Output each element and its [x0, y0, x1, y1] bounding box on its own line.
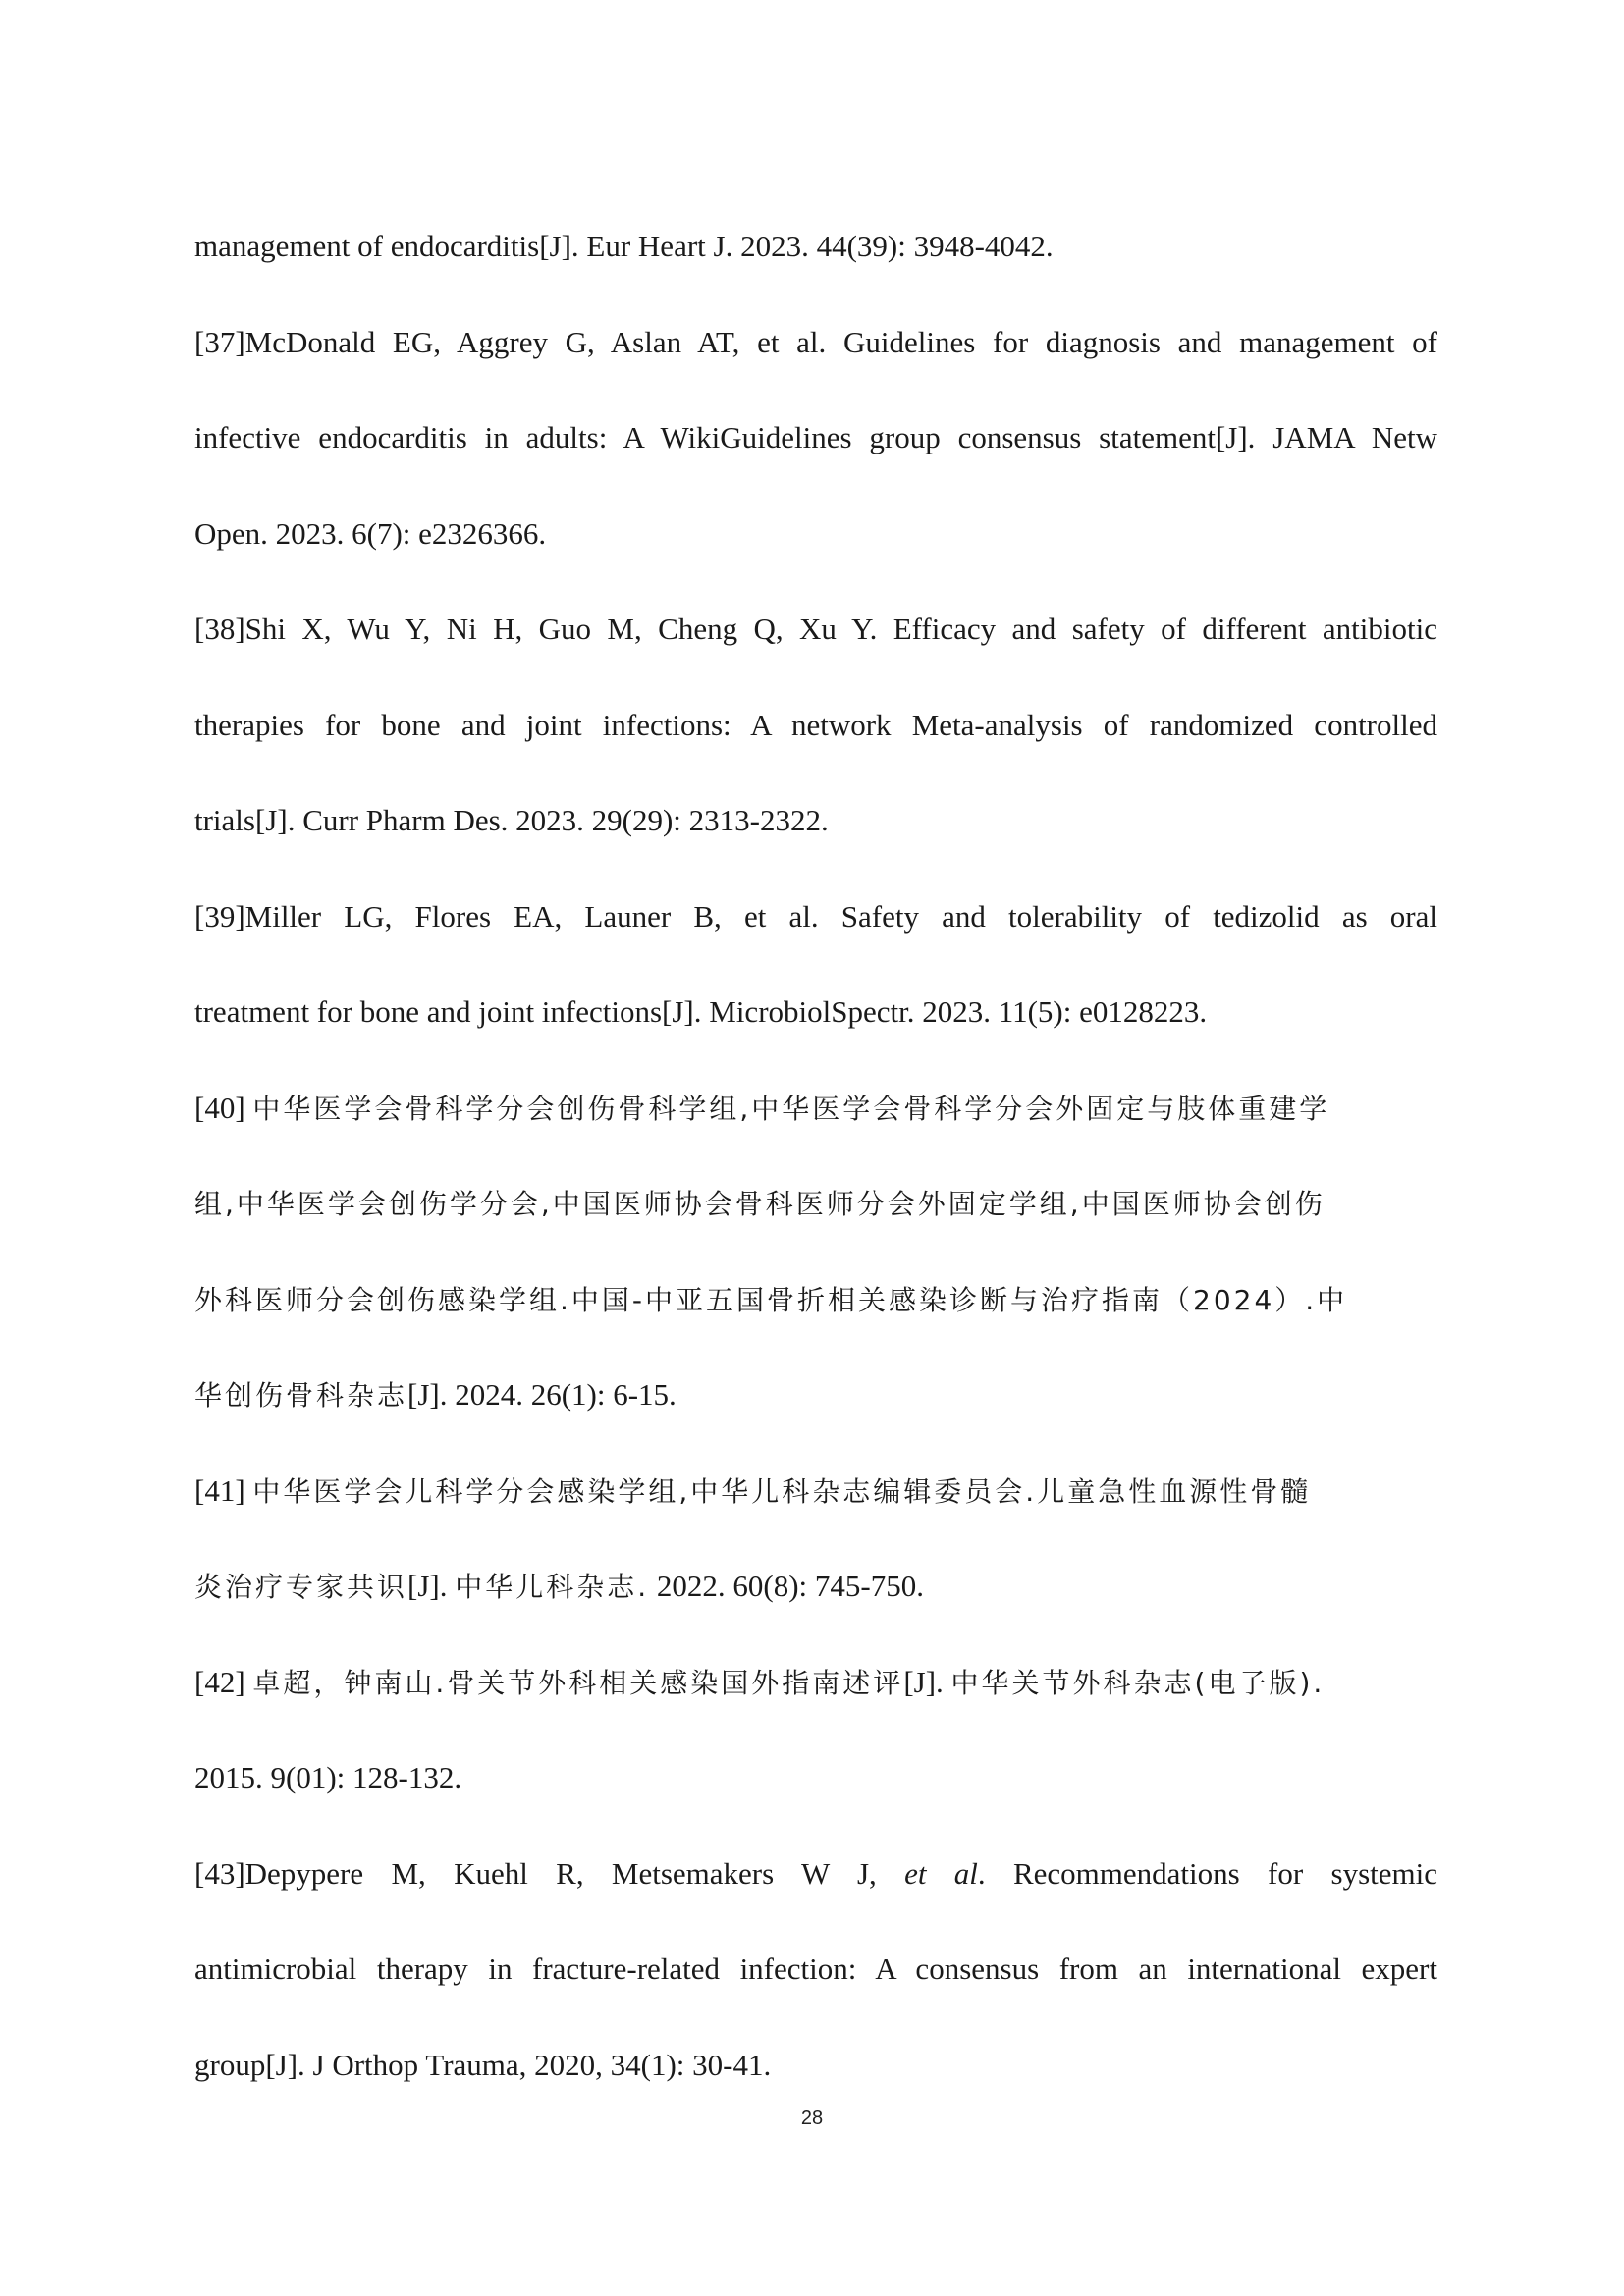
reference-38-line-2: therapies for bone and joint infections: A network Meta-analysis of randomized controlled — [194, 707, 1437, 742]
reference-41-number: [41] — [194, 1472, 245, 1508]
reference-43-line-3: group[J]. J Orthop Trauma, 2020, 34(1): 30-41. — [194, 2047, 772, 2082]
reference-list — [194, 218, 1437, 2132]
reference-41-line-1: [41] 中华医学会儿科学分会感染学组,中华儿科杂志编辑委员会.儿童急性血源性骨髓 — [194, 1472, 1312, 1508]
reference-37-line-2: infective endocarditis in adults: A WikiGuidelines group consensus statement[J]. JAMA Netw — [194, 420, 1437, 454]
reference-43-line-2: antimicrobial therapy in fracture-related infection: A consensus from an international expert — [194, 1951, 1437, 1986]
page-number: 28 — [800, 2108, 824, 2129]
reference-37-line-3: Open. 2023. 6(7): e2326366. — [194, 515, 547, 551]
reference-39-line-2: treatment for bone and joint infections[J]. MicrobiolSpectr. 2023. 11(5): e0128223. — [194, 994, 1208, 1029]
reference-39-line-1: [39]Miller LG, Flores EA, Launer B, et al. Safety and tolerability of tedizolid as oral — [194, 898, 1437, 934]
reference-40-line-3: 外科医师分会创伤感染学组.中国-中亚五国骨折相关感染诊断与治疗指南（2024）.中 — [194, 1283, 1348, 1316]
reference-36-tail: management of endocarditis[J]. Eur Heart J. 2023. 44(39): 3948-4042. — [194, 229, 1054, 263]
reference-40-line-1: [40] 中华医学会骨科学分会创伤骨科学组,中华医学会骨科学分会外固定与肢体重建学 — [194, 1090, 1330, 1125]
reference-38-line-3: trials[J]. Curr Pharm Des. 2023. 29(29): 2313-2322. — [194, 803, 829, 837]
reference-40-number: [40] — [194, 1090, 245, 1125]
reference-38-line-1: [38]Shi X, Wu Y, Ni H, Guo M, Cheng Q, Xu Y. Efficacy and safety of different antibiotic — [194, 612, 1437, 646]
reference-42-number: [42] — [194, 1664, 245, 1699]
reference-37-line-1: [37]McDonald EG, Aggrey G, Aslan AT, et al. Guidelines for diagnosis and management of — [194, 324, 1437, 359]
reference-43-line-1: [43]Depypere M, Kuehl R, Metsemakers W J, et al. Recommendations for systemic — [194, 1855, 1437, 1891]
reference-40-line-4: 华创伤骨科杂志[J]. 2024. 26(1): 6-15. — [194, 1377, 677, 1412]
reference-41-line-2: 炎治疗专家共识[J]. 中华儿科杂志. 2022. 60(8): 745-750. — [194, 1569, 924, 1603]
reference-40-line-2: 组,中华医学会创伤学分会,中国医师协会骨科医师分会外固定学组,中国医师协会创伤 — [194, 1188, 1326, 1220]
reference-42-line-1: [42] 卓超，钟南山.骨关节外科相关感染国外指南述评[J]. 中华关节外科杂志(电子版). — [194, 1664, 1326, 1699]
reference-42-line-2: 2015. 9(01): 128-132. — [194, 1760, 462, 1794]
